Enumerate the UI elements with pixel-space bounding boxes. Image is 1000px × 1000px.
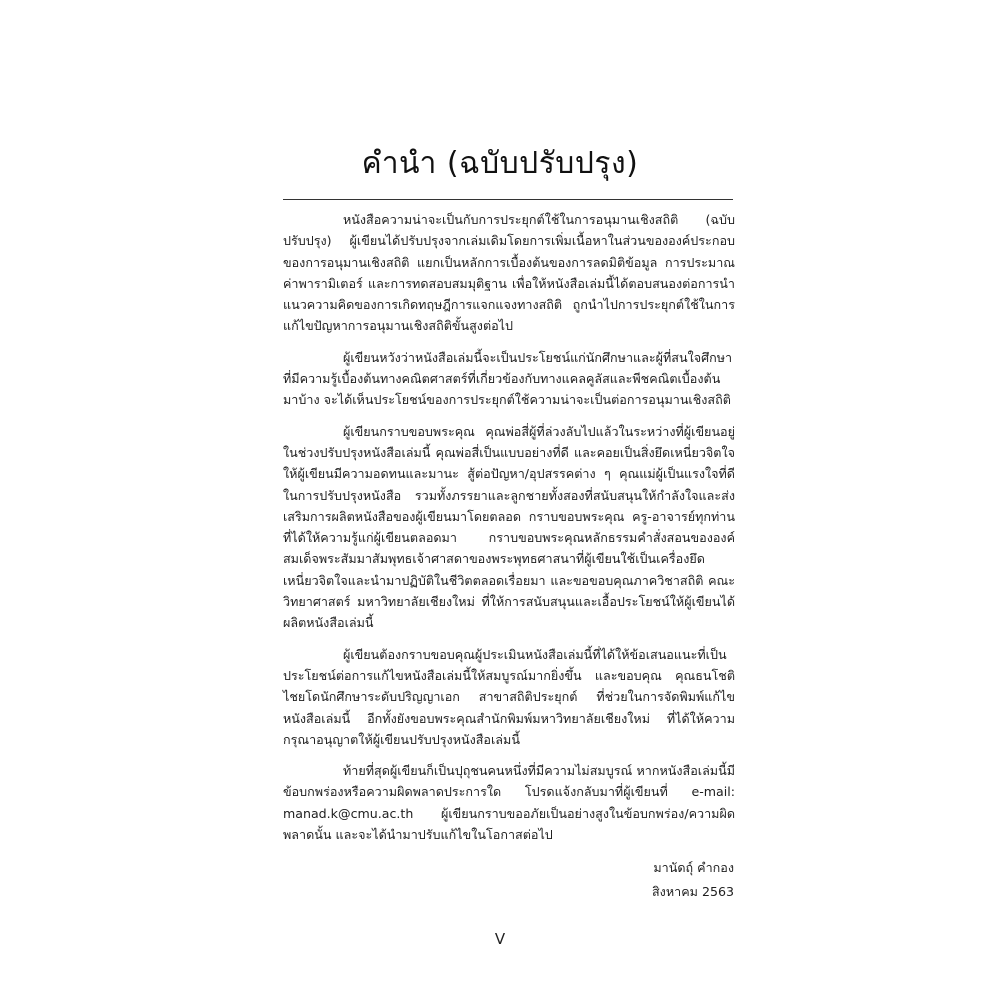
paragraph-3: ผู้เขียนกราบขอบพระคุณ คุณพ่อสี่ผู้ที่ล่วงลับไปแล้วในระหว่างที่ผู้เขียนอยู่ในช่วงปรับปรุงหนังสือเล่มนี้ คุณพ่อสี่เป็นแบบอย่างที่ดี และคอยเป็นสิ่งยึดเหนี่ยวจิตใจให้ผู้เขียนมีความอดทนและมานะ สู้ต่อปัญหา/อุปสรรคต่าง ๆ คุณแม่ผู้เป็นแรงใจที่ดีในการปรับปรุงหนังสือ รวมทั้งภรรยาและลูกชายทั้งสองที่สนับสนุนให้กำลังใจและส่งเสริมการผลิตหนังสือของผู้เขียนมาโดยตลอด กราบขอบพระคุณ ครู-อาจารย์ทุกท่านที่ได้ให้ความรู้แก่ผู้เขียนตลอดมา กราบขอบพระคุณหลักธรรมคำสั่งสอนขององค์สมเด็จพระสัมมาสัมพุทธเจ้าศาสดาของพระพุทธศาสนาที่ผู้เขียนใช้เป็นเครื่องยึดเหนี่ยวจิตใจและนำมาปฏิบัติในชีวิตตลอดเรื่อยมา และขอขอบคุณภาควิชาสถิติ คณะวิทยาศาสตร์ มหาวิทยาลัยเชียงใหม่ ที่ให้การสนับสนุนและเอื้อประโยชน์ให้ผู้เขียนได้ผลิตหนังสือเล่มนี้	[283, 423, 735, 631]
page-number: V	[494, 930, 506, 948]
author-name: มานัดถุ์ คำกอง	[653, 860, 734, 875]
paragraph-4: ผู้เขียนต้องกราบขอบคุณผู้ประเมินหนังสือเล่มนี้ที่ได้ให้ข้อเสนอแนะที่เป็นประโยชน์ต่อการแก้ไขหนังสือเล่มนี้ให้สมบูรณ์มากยิ่งขึ้น และขอบคุณ คุณธนโชติ ไชยโดนักศึกษาระดับปริญญาเอก สาขาสถิติประยุกต์ ที่ช่วยในการจัดพิมพ์แก้ไขหนังสือเล่มนี้ อีกทั้งยังขอบพระคุณสำนักพิมพ์มหาวิทยาลัยเชียงใหม่ ที่ได้ให้ความกรุณาอนุญาตให้ผู้เขียนปรับปรุงหนังสือเล่มนี้	[283, 646, 735, 747]
paragraph-2: ผู้เขียนหวังว่าหนังสือเล่มนี้จะเป็นประโยชน์แก่นักศึกษาและผู้ที่สนใจศึกษาที่มีความรู้เบื้องต้นทางคณิตศาสตร์ที่เกี่ยวข้องกับทางแคลคูลัสและพีชคณิตเบื้องต้นมาบ้าง จะได้เห็นประโยชน์ของการประยุกต์ใช้ความน่าจะเป็นต่อการอนุมานเชิงสถิติ	[283, 349, 733, 408]
paragraph-1: หนังสือความน่าจะเป็นกับการประยุกต์ใช้ในการอนุมานเชิงสถิติ (ฉบับปรับปรุง) ผู้เขียนได้ปรับปรุงจากเล่มเดิมโดยการเพิ่มเนื้อหาในส่วนขององค์ประกอบของการอนุมานเชิงสถิติ แยกเป็นหลักการเบื้องต้นของการลดมิติข้อมูล การประมาณค่าพารามิเตอร์ และการทดสอบสมมุติฐาน เพื่อให้หนังสือเล่มนี้ได้ตอบสนองต่อการนำแนวความคิดของการเกิดทฤษฎีการแจกแจงทางสถิติ ถูกนำไปการประยุกต์ใช้ในการแก้ไขปัญหาการอนุมานเชิงสถิติขั้นสูงต่อไป	[283, 212, 735, 334]
signature-date: สิงหาคม 2563	[652, 884, 734, 899]
preface-body	[283, 209, 735, 855]
signature-block	[652, 856, 734, 904]
paragraph-5: ท้ายที่สุดผู้เขียนก็เป็นปุถุชนคนหนึ่งที่มีความไม่สมบูรณ์ หากหนังสือเล่มนี้มีข้อบกพร่องหรือความผิดพลาดประการใด โปรดแจ้งกลับมาที่ผู้เขียนที่ e-mail: manad.k@cmu.ac.th ผู้เขียนกราบขออภัยเป็นอย่างสูงในข้อบกพร่อง/ความผิดพลาดนั้น และจะได้นำมาปรับแก้ไขในโอกาสต่อไป	[283, 763, 735, 843]
title-divider	[283, 199, 733, 200]
page-title: คำนำ (ฉบับปรับปรุง)	[361, 146, 639, 181]
